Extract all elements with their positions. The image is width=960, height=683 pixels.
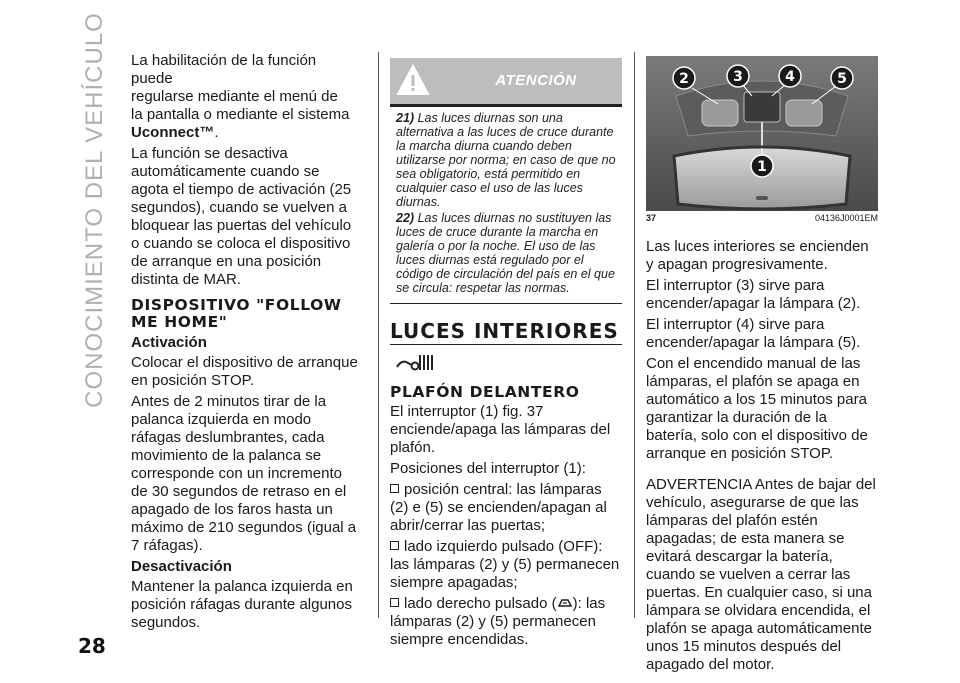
- list-item: lado izquierdo pulsado (OFF): las lámparas (2) y (5) permanecen siempre apagadas;: [390, 538, 620, 591]
- svg-text:2: 2: [679, 71, 689, 87]
- intro-paragraph: La habilitación de la función puede regularse mediante el menú de la pantalla o mediante el sistema Uconnect™.: [131, 52, 350, 141]
- figure-37-image: [646, 56, 878, 211]
- svg-text:5: 5: [837, 71, 847, 87]
- col3-paragraph-3: El interruptor (4) sirve para encender/apagar la lámpara (5).: [646, 316, 861, 351]
- activation-paragraph-1: Colocar el dispositivo de arranque en posición STOP.: [131, 354, 358, 389]
- column-3: [646, 238, 878, 677]
- column-1: [131, 52, 359, 635]
- svg-text:3: 3: [733, 69, 743, 85]
- list-item: posición central: las lámparas (2) e (5) se encienden/apagan al abrir/cerrar las puertas;: [390, 481, 607, 534]
- warning-body: [390, 107, 622, 304]
- advertencia-paragraph: ADVERTENCIA Antes de bajar del vehículo, asegurarse de que las lámparas del plafón estén apagadas; de esta manera se evitará descargar la batería, cuando se vuelven a cerrar las puertas. En cualquier caso, si una lámpara se olvidara encendida, el plafón se apaga automáticamente unos 15 minutos después del apagado del motor.: [646, 476, 876, 673]
- callout-2: [673, 67, 695, 89]
- chapter-title: CONOCIMIENTO DEL VEHÍCULO: [81, 12, 109, 408]
- activation-paragraph-2: Antes de 2 minutos tirar de la palanca izquierda en modo ráfagas deslumbrantes, cada movimiento de la palanca se corresponde con un incremento de 30 segundos de retraso en el apagado de los faros hasta un máximo de 210 segundos (igual a 7 ráfagas).: [131, 393, 357, 554]
- callout-1: [751, 155, 773, 177]
- section-title-follow-me-home: DISPOSITIVO "FOLLOW ME HOME": [131, 296, 342, 331]
- uconnect-term: Uconnect™: [131, 124, 215, 141]
- callout-4: [779, 65, 801, 87]
- deactivation-text: Mantener la palanca izquierda en posición ráfagas durante algunos segundos.: [131, 578, 353, 631]
- column-divider: [378, 52, 379, 618]
- callout-3: [727, 65, 749, 87]
- warning-header: [390, 58, 622, 107]
- chapter-sidebar: [78, 12, 112, 408]
- warning-box: [390, 58, 622, 304]
- section-title-front-dome: PLAFÓN DELANTERO: [390, 383, 580, 401]
- bullet-square-icon: [390, 541, 399, 550]
- interior-lamp-icon: [394, 351, 438, 373]
- warning-title: ATENCIÓN: [495, 72, 577, 89]
- switch-positions-intro: Posiciones del interruptor (1):: [390, 460, 586, 477]
- activation-heading: Activación: [131, 334, 207, 351]
- bullet-square-icon: [390, 598, 399, 607]
- list-item: lado derecho pulsado ( ): las lámparas (2) y (5) permanecen siempre encendidas.: [390, 595, 606, 648]
- figure-number: 37: [646, 213, 657, 223]
- col3-paragraph-4: Con el encendido manual de las lámparas, el plafón se apaga en automático a los 15 minutos para garantizar la duración de la batería, solo con el dispositivo de arranque en posición STOP.: [646, 355, 868, 462]
- bullet-square-icon: [390, 484, 399, 493]
- warning-note-22: 22) Las luces diurnas no sustituyen las luces de cruce durante la marcha en galería o por la noche. El uso de las luces diurnas está regulado por el código de circulación del país en el que se circula: respetar las normas.: [396, 211, 615, 295]
- col3-paragraph-2: El interruptor (3) sirve para encender/apagar la lámpara (2).: [646, 277, 861, 312]
- col3-paragraph-1: Las luces interiores se encienden y apagan progresivamente.: [646, 238, 869, 273]
- svg-text:4: 4: [785, 69, 795, 85]
- figure-code: 04136J0001EM: [814, 213, 878, 223]
- switch-paragraph: El interruptor (1) fig. 37 enciende/apaga las lámparas del plafón.: [390, 403, 611, 456]
- door-lamp-symbol-icon: [557, 598, 573, 608]
- page-number: 28: [78, 634, 106, 658]
- warning-note-21: 21) Las luces diurnas son una alternativa a las luces de cruce durante la marcha diurna cuando deben utilizarse por norma; en caso de que no sea obligatorio, está permitido en cualquier caso el uso de las luces diurnas.: [396, 111, 616, 209]
- section-title-interior-lights: LUCES INTERIORES: [390, 322, 622, 345]
- column-divider: [634, 52, 635, 618]
- figure-caption: [646, 213, 878, 223]
- svg-text:1: 1: [757, 159, 767, 175]
- deactivation-paragraph: La función se desactiva automáticamente cuando se agota el tiempo de activación (25 segundos), cuando se vuelven a bloquear las puertas del vehículo o cuando se coloca el dispositivo de arranque en una posición distinta de MAR.: [131, 145, 352, 288]
- callout-5: [831, 67, 853, 89]
- warning-triangle-icon: [396, 64, 430, 96]
- column-2: [390, 52, 622, 652]
- deactivation-heading: Desactivación: [131, 558, 232, 575]
